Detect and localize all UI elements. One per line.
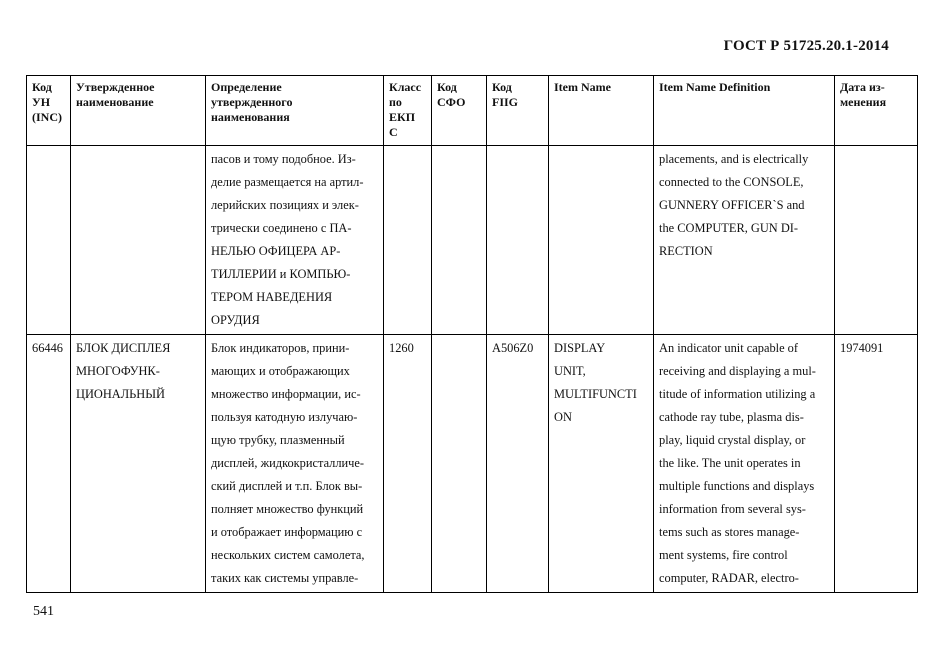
text-line: ТИЛЛЕРИИ и КОМПЬЮ- (211, 267, 351, 281)
header-lines (659, 80, 830, 95)
text-line: по (389, 95, 402, 109)
text-line: receiving and displaying a mul- (659, 364, 816, 378)
text-line: пасов и тому подобное. Из- (211, 152, 356, 166)
text-line: play, liquid crystal display, or (659, 433, 806, 447)
header-item-name-definition (654, 76, 835, 146)
text-line: НЕЛЬЮ ОФИЦЕРА АР- (211, 244, 341, 258)
text-line: placements, and is electrically (659, 152, 809, 166)
header-lines (492, 80, 544, 110)
text-line: УН (32, 95, 51, 109)
text-line: Item Name (554, 80, 611, 94)
text-line: Код (492, 80, 512, 94)
text-line: RECTION (659, 244, 713, 258)
text-line: делие размещается на артил- (211, 175, 364, 189)
text-line: МНОГОФУНК- (76, 364, 160, 378)
header-class-ekps (384, 76, 432, 146)
header-definition-ru (206, 76, 384, 146)
text-line: ЕКП (389, 110, 416, 124)
header-inc (27, 76, 71, 146)
text-line: БЛОК ДИСПЛЕЯ (76, 341, 171, 355)
cell-sfo-code (432, 146, 487, 335)
text-line: наименование (76, 95, 154, 109)
cell-approved-name (71, 335, 206, 593)
text-line: Дата из- (840, 80, 885, 94)
text-line: лерийских позициях и элек- (211, 198, 359, 212)
text-line: ТЕРОМ НАВЕДЕНИЯ (211, 290, 333, 304)
text-line: the like. The unit operates in (659, 456, 801, 470)
text-line: мающих и отображающих (211, 364, 350, 378)
header-lines (389, 80, 427, 140)
text-line: ский дисплей и т.п. Блок вы- (211, 479, 363, 493)
text-line: GUNNERY OFFICER`S and (659, 198, 805, 212)
text-line: computer, RADAR, electro- (659, 571, 799, 585)
cell-definition-en (654, 146, 835, 335)
cell-lines (659, 148, 830, 263)
cell-sfo-code (432, 335, 487, 593)
text-line: the COMPUTER, GUN DI- (659, 221, 799, 235)
header-lines (840, 80, 913, 110)
cell-lines (211, 148, 379, 332)
cell-lines (659, 337, 830, 590)
table-row (27, 335, 918, 593)
text-line: DISPLAY (554, 341, 606, 355)
cell-inc: 66446 (27, 335, 71, 593)
cell-lines (76, 337, 201, 406)
table-header-row (27, 76, 918, 146)
header-fiig-code (487, 76, 549, 146)
cell-fiig-code: A506Z0 (487, 335, 549, 593)
cell-lines (554, 337, 649, 429)
header-sfo-code (432, 76, 487, 146)
text-line: information from several sys- (659, 502, 806, 516)
text-line: cathode ray tube, plasma dis- (659, 410, 804, 424)
text-line: MULTIFUNCTI (554, 387, 637, 401)
text-line: An indicator unit capable of (659, 341, 799, 355)
text-line: щую трубку, плазменный (211, 433, 345, 447)
text-line: полняет множество функций (211, 502, 364, 516)
text-line: FIIG (492, 95, 519, 109)
text-line: множество информации, ис- (211, 387, 361, 401)
text-line: Код (437, 80, 457, 94)
text-line: (INC) (32, 110, 62, 124)
text-line: Item Name Definition (659, 80, 771, 94)
text-line: менения (840, 95, 887, 109)
text-line: titude of information utilizing a (659, 387, 816, 401)
text-line: и отображает информацию с (211, 525, 363, 539)
text-line: ON (554, 410, 572, 424)
cell-fiig-code (487, 146, 549, 335)
cell-class-ekps (384, 146, 432, 335)
text-line: Код (32, 80, 52, 94)
header-lines (211, 80, 379, 125)
cell-lines (211, 337, 379, 590)
cell-approved-name (71, 146, 206, 335)
text-line: таких как системы управле- (211, 571, 359, 585)
text-line: connected to the CONSOLE, (659, 175, 804, 189)
text-line: утвержденного (211, 95, 293, 109)
text-line: С (389, 125, 398, 139)
header-change-date (835, 76, 918, 146)
document-standard-code: ГОСТ Р 51725.20.1-2014 (723, 38, 889, 54)
header-lines (76, 80, 201, 110)
header-lines (437, 80, 482, 110)
cell-change-date: 1974091 (835, 335, 918, 593)
text-line: нескольких систем самолета, (211, 548, 365, 562)
text-line: Блок индикаторов, прини- (211, 341, 350, 355)
text-line: multiple functions and displays (659, 479, 815, 493)
page-number: 541 (33, 604, 54, 619)
text-line: наименования (211, 110, 290, 124)
cell-item-name (549, 146, 654, 335)
text-line: трически соединено с ПА- (211, 221, 352, 235)
header-lines (32, 80, 66, 125)
text-line: Утвержденное (76, 80, 155, 94)
text-line: Определение (211, 80, 282, 94)
cell-definition-ru (206, 146, 384, 335)
text-line: UNIT, (554, 364, 586, 378)
text-line: ЦИОНАЛЬНЫЙ (76, 387, 165, 401)
cell-inc (27, 146, 71, 335)
cell-definition-en (654, 335, 835, 593)
cell-item-name (549, 335, 654, 593)
text-line: ment systems, fire control (659, 548, 788, 562)
classification-table (26, 75, 918, 593)
header-item-name (549, 76, 654, 146)
header-approved-name (71, 76, 206, 146)
text-line: дисплей, жидкокристалличе- (211, 456, 365, 470)
text-line: ОРУДИЯ (211, 313, 260, 327)
cell-class-ekps: 1260 (384, 335, 432, 593)
text-line: пользуя катодную излучаю- (211, 410, 358, 424)
text-line: СФО (437, 95, 466, 109)
cell-definition-ru (206, 335, 384, 593)
cell-change-date (835, 146, 918, 335)
text-line: tems such as stores manage- (659, 525, 800, 539)
table-row (27, 146, 918, 335)
header-lines (554, 80, 649, 95)
text-line: Класс (389, 80, 422, 94)
